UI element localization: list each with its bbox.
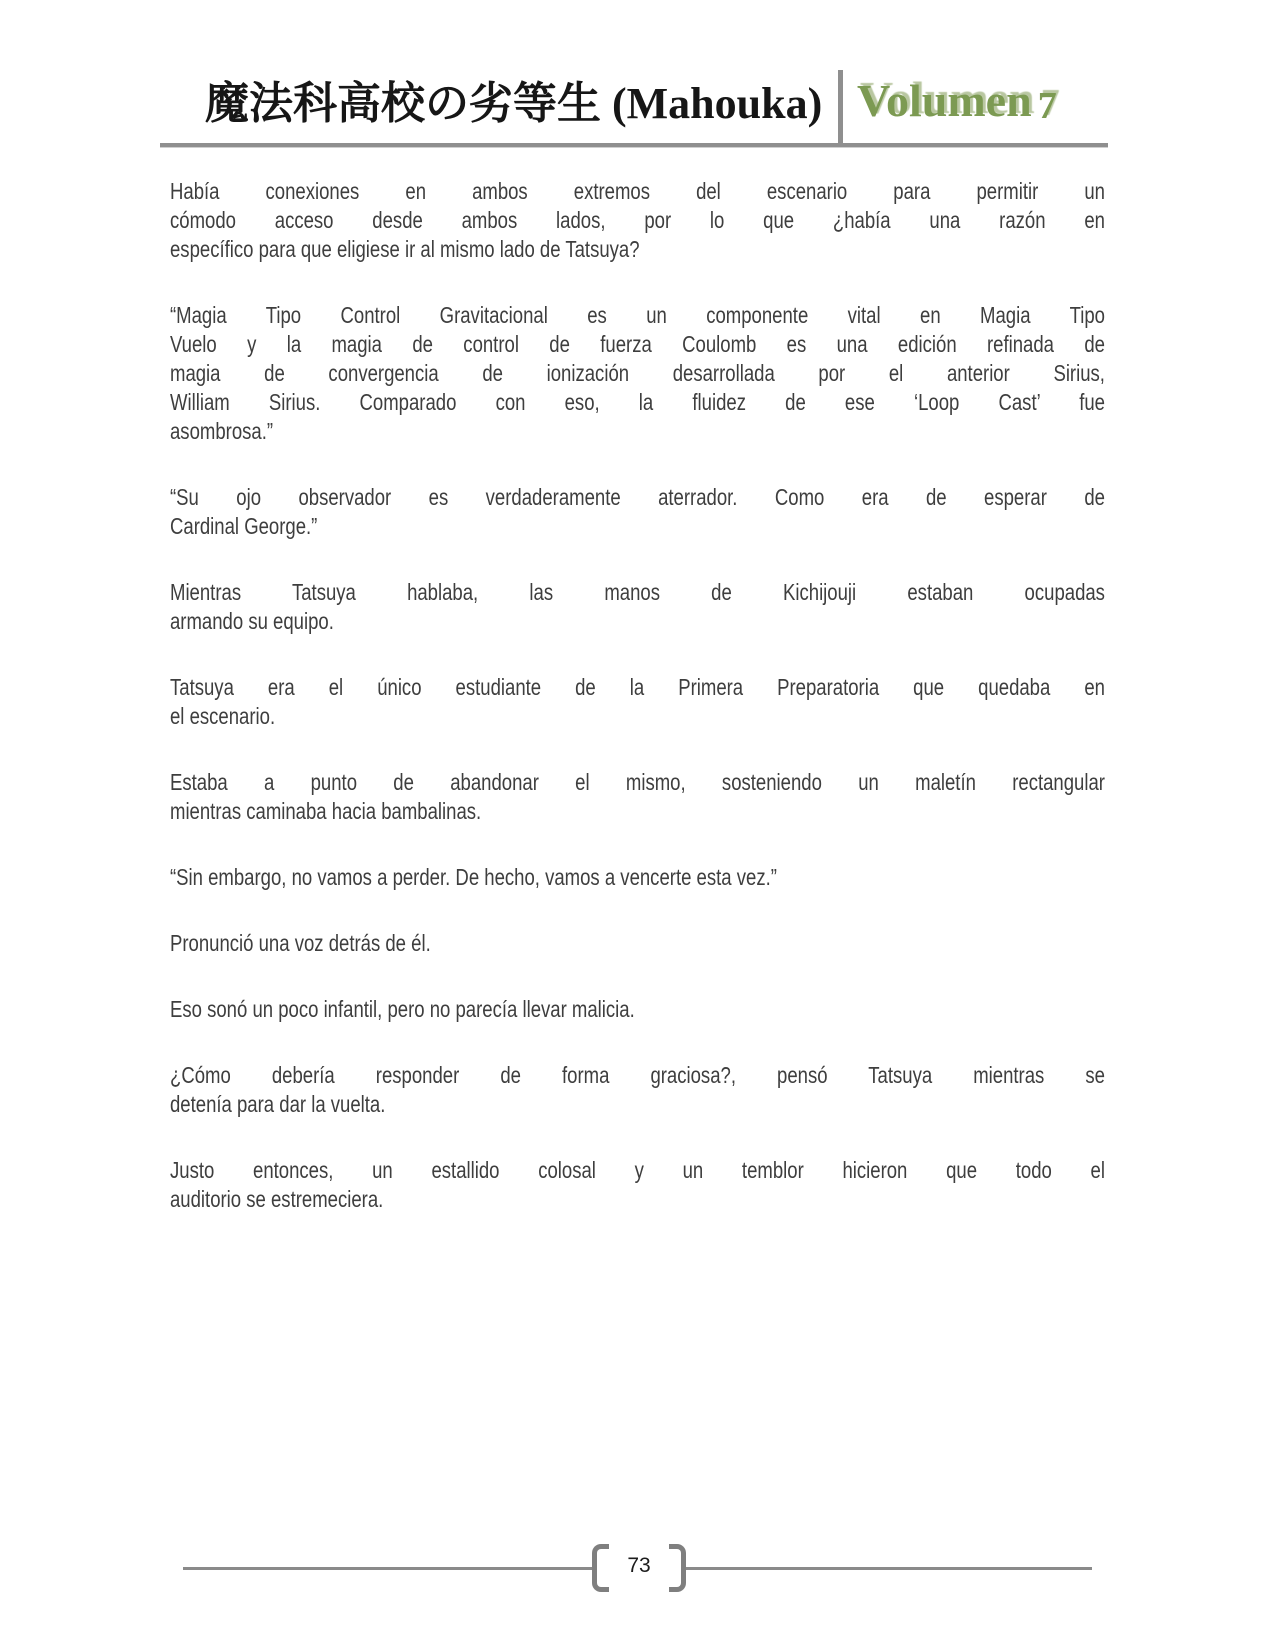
text-line: armando su equipo. — [170, 608, 334, 634]
text-line: mientras caminaba hacia bambalinas. — [170, 798, 482, 824]
page-title: 魔法科高校の劣等生 (Mahouka) — [205, 79, 823, 128]
text-line: detenía para dar la vuelta. — [170, 1091, 386, 1117]
volume-label — [857, 76, 1057, 129]
paragraph — [170, 1156, 1105, 1214]
text-line: “Su ojo observador es verdaderamente aterrador. Como era de esperar de — [170, 484, 1105, 510]
page-number: 73 — [627, 1554, 651, 1577]
text-line: Mientras Tatsuya hablaba, las manos de Kichijouji estaban ocupadas — [170, 579, 1105, 605]
text-line: William Sirius. Comparado con eso, la fluidez de ese ‘Loop Cast’ fue — [170, 389, 1105, 415]
text-line: Pronunció una voz detrás de él. — [170, 930, 431, 956]
text-line: Vuelo y la magia de control de fuerza Coulomb es una edición refinada de — [170, 331, 1105, 357]
text-line: Justo entonces, un estallido colosal y un temblor hicieron que todo el — [170, 1157, 1105, 1183]
text-line: el escenario. — [170, 703, 276, 729]
text-line: Eso sonó un poco infantil, pero no parecía llevar malicia. — [170, 996, 635, 1022]
paragraph — [170, 578, 1105, 636]
text-line: Tatsuya era el único estudiante de la Primera Preparatoria que quedaba en — [170, 674, 1105, 700]
page-number-bracket-right — [669, 1544, 686, 1592]
volume-number: 7 — [1037, 85, 1057, 127]
volume-word: Volumen — [857, 75, 1032, 126]
paragraph — [170, 995, 1105, 1024]
paragraph — [170, 673, 1105, 731]
text-line: Estaba a punto de abandonar el mismo, sosteniendo un maletín rectangular — [170, 769, 1105, 795]
paragraph — [170, 863, 1105, 892]
text-line: Había conexiones en ambos extremos del escenario para permitir un — [170, 178, 1105, 204]
text-line: específico para que eligiese ir al mismo lado de Tatsuya? — [170, 236, 640, 262]
text-line: “Sin embargo, no vamos a perder. De hecho, vamos a vencerte esta vez.” — [170, 864, 777, 890]
footer-left-line — [183, 1567, 592, 1570]
header-divider-bar — [838, 70, 843, 147]
paragraph — [170, 301, 1105, 446]
footer-right-line — [686, 1567, 1092, 1570]
text-line: “Magia Tipo Control Gravitacional es un componente vital en Magia Tipo — [170, 302, 1105, 328]
text-line: cómodo acceso desde ambos lados, por lo que ¿había una razón en — [170, 207, 1105, 233]
header-rule — [160, 143, 1108, 148]
paragraph — [170, 483, 1105, 541]
text-line: ¿Cómo debería responder de forma graciosa?, pensó Tatsuya mientras se — [170, 1062, 1105, 1088]
paragraph — [170, 768, 1105, 826]
body-text — [170, 177, 1105, 1214]
text-line: magia de convergencia de ionización desarrollada por el anterior Sirius, — [170, 360, 1105, 386]
paragraph — [170, 929, 1105, 958]
paragraph — [170, 177, 1105, 264]
text-line: Cardinal George.” — [170, 513, 318, 539]
paragraph — [170, 1061, 1105, 1119]
text-line: auditorio se estremeciera. — [170, 1186, 384, 1212]
text-line: asombrosa.” — [170, 418, 274, 444]
